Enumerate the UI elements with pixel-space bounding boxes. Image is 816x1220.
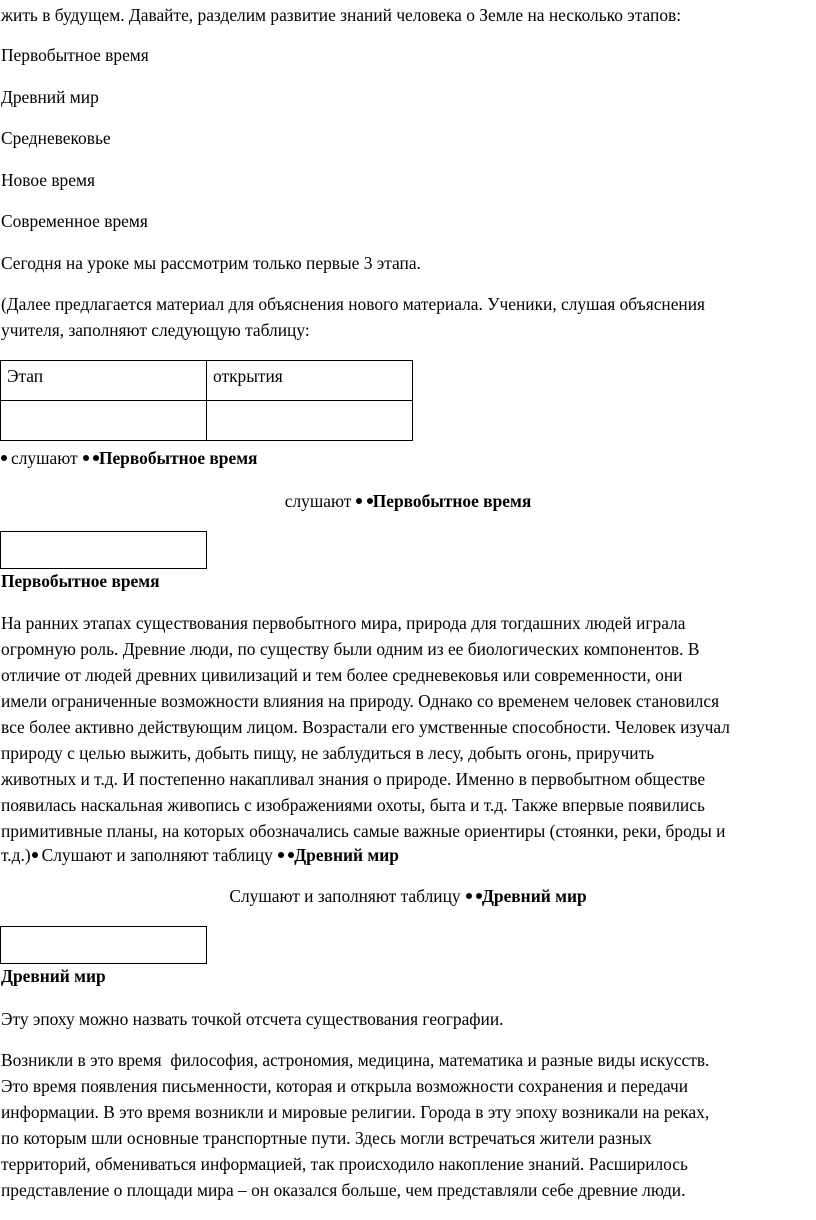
- paragraph-line: появилась наскальная живопись с изображениями охоты, быта и т.д. Также впервые появились: [1, 795, 705, 815]
- stage-item-3: Средневековье: [1, 128, 111, 148]
- paragraph-end-text: т.д.): [1, 845, 31, 865]
- instruction-line-2: учителя, заполняют следующую таблицу:: [1, 320, 310, 340]
- bullet-icon: [466, 893, 472, 899]
- bullet-icon: [278, 852, 284, 858]
- stage-item-1: Первобытное время: [1, 45, 149, 65]
- paragraph-line: животных и т.д. И постепенно накапливал знания о природе. Именно в первобытном обществе: [1, 769, 706, 789]
- bullet-icon: [83, 455, 89, 461]
- intro-line: жить в будущем. Давайте, разделим развитие знаний человека о Земле на несколько этапов:: [1, 5, 682, 25]
- paragraph-line: примитивные планы, на которых обозначались самые важные ориентиры (стоянки, реки, броды и: [1, 821, 726, 841]
- stages-table: [0, 360, 413, 441]
- today-line: Сегодня на уроке мы рассмотрим только первые 3 этапа.: [1, 253, 421, 273]
- stage-item-2: Древний мир: [1, 87, 99, 107]
- table-cell: [1, 401, 207, 441]
- instruction-line-1: (Далее предлагается материал для объяснения нового материала. Ученики, слушая объяснения: [1, 294, 706, 314]
- inline-text: Слушают и заполняют таблицу: [41, 845, 273, 865]
- centered-text: Слушают и заполняют таблицу: [229, 886, 461, 906]
- bullet-line-1: [1, 445, 257, 471]
- bullet-icon: [356, 498, 362, 504]
- empty-frame: [0, 926, 207, 964]
- paragraph-line: имели ограниченные возможности влияния на природу. Однако со временем человек становился: [1, 691, 720, 711]
- bullet-icon: [32, 852, 38, 858]
- sentence-line: Эту эпоху можно назвать точкой отсчета существования географии.: [1, 1009, 504, 1029]
- centered-bold-text: Древний мир: [481, 886, 587, 906]
- paragraph-line: информации. В это время возникли и мировые религии. Города в эту эпоху возникали на реках,: [1, 1102, 710, 1122]
- paragraph-line: отличие от людей древних цивилизаций и тем более средневековья или современности, они: [1, 665, 683, 685]
- paragraph-line: по которым шли основные транспортные пути. Здесь могли встречаться жители разных: [1, 1128, 652, 1148]
- bullet-icon: [476, 893, 482, 899]
- centered-line-1: [0, 488, 816, 514]
- section-heading: Первобытное время: [1, 571, 160, 591]
- paragraph-line: На ранних этапах существования первобытного мира, природа для тогдашних людей играла: [1, 613, 686, 633]
- section-heading: Древний мир: [1, 966, 106, 986]
- table-row: [1, 401, 413, 441]
- bullet-icon: [93, 455, 99, 461]
- table-header-row: [1, 361, 413, 401]
- bullet-text: слушают: [11, 448, 78, 468]
- inline-bold-text: Древний мир: [294, 845, 399, 865]
- table-cell: [207, 401, 413, 441]
- stage-item-5: Современное время: [1, 211, 148, 231]
- centered-line-2: [0, 883, 816, 909]
- paragraph-line: природу с целью выжить, добыть пищу, не заблудиться в лесу, добыть огонь, приручить: [1, 743, 655, 763]
- bullet-icon: [367, 498, 373, 504]
- paragraph-line: огромную роль. Древние люди, по существу были одним из ее биологических компонентов. В: [1, 639, 700, 659]
- centered-bold-text: Первобытное время: [372, 491, 532, 511]
- empty-frame: [0, 531, 207, 569]
- paragraph-line: [1, 842, 399, 868]
- bullet-bold-text: Первобытное время: [98, 448, 258, 468]
- bullet-icon: [1, 455, 7, 461]
- paragraph-line: представление о площади мира – он оказался больше, чем представляли себе древние люди.: [1, 1180, 686, 1200]
- centered-text: слушают: [284, 491, 352, 511]
- paragraph-line: Возникли в это время философия, астрономия, медицина, математика и разные виды искусств.: [1, 1050, 710, 1070]
- table-header-cell: Этап: [1, 361, 207, 401]
- paragraph-line: Это время появления письменности, которая и открыла возможности сохранения и передачи: [1, 1076, 689, 1096]
- table-header-cell: открытия: [207, 361, 413, 401]
- paragraph-line: территорий, обмениваться информацией, так происходило накопление знаний. Расширилось: [1, 1154, 688, 1174]
- paragraph-line: все более активно действующим лицом. Возрастали его умственные способности. Человек изучал: [1, 717, 730, 737]
- stage-item-4: Новое время: [1, 170, 95, 190]
